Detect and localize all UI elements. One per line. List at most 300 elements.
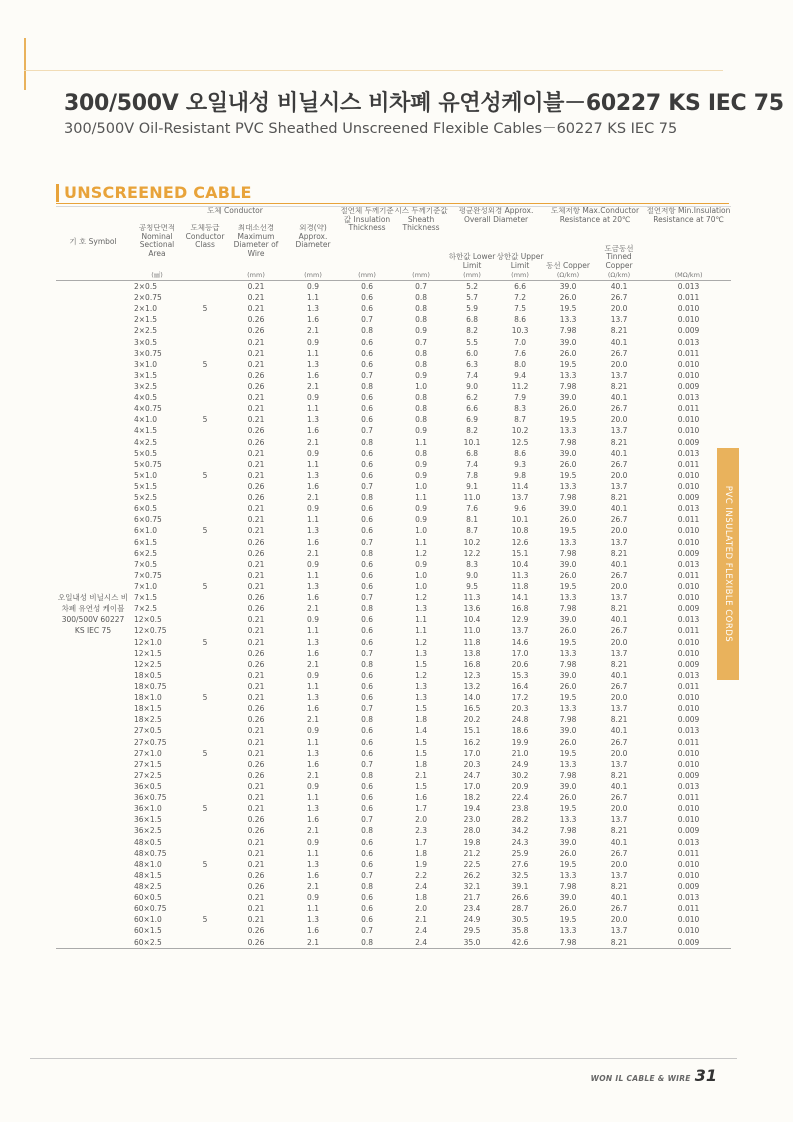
area-cell: 2×0.75 <box>134 293 162 303</box>
wire-cell: 0.21 <box>247 837 265 847</box>
class-cell <box>184 925 226 936</box>
area-cell: 48×0.5 <box>134 837 162 847</box>
wire-cell: 0.21 <box>247 337 265 347</box>
class-cell <box>184 670 226 681</box>
wire-cell: 0.21 <box>247 670 265 680</box>
insulation-cell: 0.6 <box>361 504 373 514</box>
upper-limit-cell: 15.1 <box>511 548 529 558</box>
copper-resistance-cell: 26.0 <box>559 904 577 914</box>
tinned-resistance-cell: 13.7 <box>610 870 628 880</box>
upper-limit-cell: 11.8 <box>511 582 529 591</box>
copper-resistance-cell: 13.3 <box>559 593 577 603</box>
copper-resistance-cell: 19.5 <box>559 470 577 480</box>
sheath-cell: 2.4 <box>415 926 427 936</box>
page-title-english: 300/500V Oil-Resistant PVC Sheathed Unscreened Flexible Cables－60227 KS IEC 75 <box>64 121 678 137</box>
area-cell: 5×0.75 <box>134 459 162 469</box>
insulation-cell: 0.6 <box>361 637 373 647</box>
insulation-resistance-cell: 0.010 <box>677 304 700 314</box>
class-cell <box>184 381 226 392</box>
lower-limit-cell: 6.6 <box>466 404 478 414</box>
wire-cell: 0.21 <box>247 470 265 480</box>
table-row <box>56 425 731 436</box>
area-cell: 27×2.5 <box>134 770 162 780</box>
approx-diameter-cell: 1.6 <box>307 537 319 547</box>
upper-limit-cell: 8.6 <box>514 315 526 325</box>
class-cell <box>184 281 226 293</box>
area-cell: 36×1.0 <box>134 804 162 814</box>
lower-limit-cell: 13.6 <box>463 604 481 614</box>
area-cell: 18×2.5 <box>134 715 162 725</box>
insulation-cell: 0.7 <box>361 926 373 936</box>
wire-cell: 0.21 <box>247 793 265 803</box>
class-cell <box>184 936 226 948</box>
area-cell: 7×1.5 <box>134 593 157 603</box>
insulation-cell: 0.6 <box>361 781 373 791</box>
table-row <box>56 881 731 892</box>
lower-limit-cell: 6.9 <box>466 415 478 425</box>
insulation-resistance-cell: 0.010 <box>677 815 700 825</box>
insulation-resistance-cell: 0.011 <box>677 348 700 358</box>
lower-limit-cell: 9.0 <box>466 570 478 580</box>
wire-cell: 0.26 <box>247 870 265 880</box>
approx-diameter-cell: 0.9 <box>307 504 319 514</box>
area-cell: 5×1.0 <box>134 470 157 480</box>
sheath-cell: 1.4 <box>415 726 427 736</box>
sheath-cell: 1.5 <box>415 704 427 714</box>
insulation-resistance-cell: 0.010 <box>677 759 700 769</box>
copper-resistance-cell: 13.3 <box>559 870 577 880</box>
approx-diameter-cell: 0.9 <box>307 893 319 903</box>
sheath-cell: 0.9 <box>415 559 427 569</box>
table-row <box>56 437 731 448</box>
insulation-resistance-cell: 0.013 <box>677 615 700 625</box>
insulation-resistance-cell: 0.011 <box>677 459 700 469</box>
sheath-cell: 1.8 <box>415 759 427 769</box>
area-cell: 7×2.5 <box>134 604 157 614</box>
insulation-cell: 0.6 <box>361 293 373 303</box>
upper-limit-cell: 32.5 <box>511 870 529 880</box>
upper-limit-cell: 19.9 <box>511 737 529 747</box>
header-tinned-copper: 도금동선 Tinned Copper <box>604 243 634 270</box>
class-cell <box>184 592 226 603</box>
tinned-resistance-cell: 40.1 <box>610 781 628 791</box>
upper-limit-cell: 24.8 <box>511 715 529 725</box>
upper-limit-cell: 9.8 <box>514 470 526 480</box>
area-cell: 60×1.0 <box>134 915 162 925</box>
table-row <box>56 614 731 625</box>
upper-limit-cell: 10.3 <box>511 326 529 336</box>
table-row <box>56 859 731 870</box>
table-row <box>56 414 731 425</box>
class-cell <box>184 603 226 614</box>
copper-resistance-cell: 26.0 <box>559 404 577 414</box>
upper-limit-cell: 12.6 <box>511 537 529 547</box>
top-accent-bar <box>24 38 26 90</box>
area-cell: 36×1.5 <box>134 815 162 825</box>
copper-resistance-cell: 7.98 <box>559 437 577 447</box>
class-cell <box>184 325 226 336</box>
approx-diameter-cell: 0.9 <box>307 337 319 347</box>
wire-cell: 0.21 <box>247 893 265 903</box>
copper-resistance-cell: 39.0 <box>559 504 577 514</box>
area-cell: 6×1.0 <box>134 526 157 536</box>
copper-resistance-cell: 19.5 <box>559 748 577 758</box>
sheath-cell: 0.9 <box>415 426 427 436</box>
lower-limit-cell: 8.2 <box>466 326 478 336</box>
tinned-resistance-cell: 40.1 <box>610 726 628 736</box>
approx-diameter-cell: 1.6 <box>307 648 319 658</box>
lower-limit-cell: 5.2 <box>466 282 478 292</box>
tinned-resistance-cell: 8.21 <box>610 382 628 392</box>
insulation-cell: 0.6 <box>361 337 373 347</box>
copper-resistance-cell: 13.3 <box>559 648 577 658</box>
wire-cell: 0.21 <box>247 915 265 925</box>
wire-cell: 0.21 <box>247 848 265 858</box>
upper-limit-cell: 39.1 <box>511 881 529 891</box>
class-cell <box>184 892 226 903</box>
copper-resistance-cell: 7.98 <box>559 493 577 503</box>
approx-diameter-cell: 1.6 <box>307 926 319 936</box>
table-row <box>56 492 731 503</box>
sheath-cell: 2.1 <box>415 915 427 925</box>
upper-limit-cell: 14.1 <box>511 593 529 603</box>
lower-limit-cell: 10.4 <box>463 615 481 625</box>
approx-diameter-cell: 1.6 <box>307 815 319 825</box>
approx-diameter-cell: 1.6 <box>307 315 319 325</box>
class-cell <box>184 714 226 725</box>
table-row <box>56 592 731 603</box>
tinned-resistance-cell: 8.21 <box>610 326 628 336</box>
class-cell <box>184 514 226 525</box>
insulation-cell: 0.8 <box>361 715 373 725</box>
header-area: 공칭단면적 Nominal Sectional Area <box>138 224 176 258</box>
insulation-resistance-cell: 0.010 <box>677 648 700 658</box>
table-row <box>56 303 731 314</box>
copper-resistance-cell: 7.98 <box>544 936 592 948</box>
tinned-resistance-cell: 8.21 <box>610 770 628 780</box>
area-cell: 27×0.75 <box>134 737 167 747</box>
upper-limit-cell: 30.2 <box>511 770 529 780</box>
area-cell: 2×1.5 <box>134 315 157 325</box>
area-cell: 5×0.5 <box>134 448 157 458</box>
approx-diameter-cell: 1.3 <box>307 359 319 369</box>
copper-resistance-cell: 13.3 <box>559 704 577 714</box>
tinned-resistance-cell: 26.7 <box>610 570 628 580</box>
copper-resistance-cell: 13.3 <box>559 759 577 769</box>
approx-diameter-cell: 0.9 <box>307 448 319 458</box>
insulation-cell: 0.6 <box>361 804 373 814</box>
sheath-cell: 1.1 <box>415 626 427 636</box>
table-row <box>56 392 731 403</box>
wire-cell: 0.21 <box>247 781 265 791</box>
area-cell: 60×2.5 <box>130 936 184 948</box>
approx-diameter-cell: 1.1 <box>307 737 319 747</box>
upper-limit-cell: 9.3 <box>514 459 526 469</box>
approx-diameter-cell: 0.9 <box>307 615 319 625</box>
tinned-resistance-cell: 20.0 <box>610 804 628 814</box>
tinned-resistance-cell: 13.7 <box>610 315 628 325</box>
approx-diameter-cell: 1.3 <box>307 748 319 758</box>
copper-resistance-cell: 13.3 <box>559 926 577 936</box>
area-cell: 48×1.5 <box>134 870 162 880</box>
copper-resistance-cell: 19.5 <box>559 359 577 369</box>
wire-cell: 0.26 <box>247 382 265 392</box>
table-row <box>56 892 731 903</box>
copper-resistance-cell: 39.0 <box>559 670 577 680</box>
table-row <box>56 325 731 336</box>
insulation-cell: 0.6 <box>361 748 373 758</box>
area-cell: 3×0.75 <box>134 348 162 358</box>
area-cell: 48×2.5 <box>134 881 162 891</box>
header-upper-limit: 상한값 Upper Limit <box>496 252 544 270</box>
wire-cell: 0.26 <box>247 493 265 503</box>
approx-diameter-cell: 1.1 <box>307 626 319 636</box>
approx-diameter-cell: 0.9 <box>307 393 319 403</box>
header-conductor-group: 도체 Conductor <box>207 206 263 215</box>
upper-limit-cell: 17.0 <box>511 648 529 658</box>
approx-diameter-cell: 1.1 <box>307 293 319 303</box>
sheath-cell: 0.8 <box>415 348 427 358</box>
upper-limit-cell: 13.7 <box>511 493 529 503</box>
tinned-resistance-cell: 13.7 <box>610 593 628 603</box>
upper-limit-cell: 34.2 <box>511 826 529 836</box>
copper-resistance-cell: 7.98 <box>559 770 577 780</box>
header-copper: 동선 Copper <box>546 260 590 270</box>
class-cell <box>184 503 226 514</box>
upper-limit-cell: 14.6 <box>511 637 529 647</box>
approx-diameter-cell: 1.3 <box>307 470 319 480</box>
unit-wire: (mm) <box>226 270 286 281</box>
copper-resistance-cell: 39.0 <box>559 337 577 347</box>
copper-resistance-cell: 39.0 <box>559 282 577 292</box>
wire-cell: 0.26 <box>247 759 265 769</box>
insulation-resistance-cell: 0.009 <box>677 548 700 558</box>
sheath-cell: 2.0 <box>415 815 427 825</box>
insulation-resistance-cell: 0.011 <box>677 793 700 803</box>
copper-resistance-cell: 39.0 <box>559 393 577 403</box>
table-row <box>56 514 731 525</box>
insulation-resistance-cell: 0.010 <box>677 804 700 814</box>
area-cell: 7×1.0 <box>134 582 157 591</box>
tinned-resistance-cell: 40.1 <box>610 337 628 347</box>
approx-diameter-cell: 1.6 <box>307 870 319 880</box>
copper-resistance-cell: 19.5 <box>559 415 577 425</box>
tinned-resistance-cell: 40.1 <box>610 393 628 403</box>
approx-diameter-cell: 1.1 <box>307 848 319 858</box>
table-row <box>56 836 731 847</box>
wire-cell: 0.26 <box>247 482 265 492</box>
table-row <box>56 903 731 914</box>
insulation-resistance-cell: 0.011 <box>677 737 700 747</box>
approx-diameter-cell: 2.1 <box>307 437 319 447</box>
upper-limit-cell: 20.3 <box>511 704 529 714</box>
lower-limit-cell: 10.1 <box>463 437 481 447</box>
copper-resistance-cell: 7.98 <box>559 604 577 614</box>
wire-cell: 0.26 <box>247 315 265 325</box>
approx-diameter-cell: 1.3 <box>307 859 319 869</box>
sheath-cell: 0.9 <box>415 370 427 380</box>
table-row <box>56 692 731 703</box>
lower-limit-cell: 8.1 <box>466 515 478 525</box>
sheath-cell: 0.8 <box>415 448 427 458</box>
lower-limit-cell: 17.0 <box>463 781 481 791</box>
wire-cell: 0.21 <box>247 859 265 869</box>
approx-diameter-cell: 0.9 <box>307 670 319 680</box>
tinned-resistance-cell: 8.21 <box>610 659 628 669</box>
wire-cell: 0.21 <box>247 615 265 625</box>
approx-diameter-cell: 0.9 <box>307 726 319 736</box>
sheath-cell: 1.7 <box>415 804 427 814</box>
insulation-cell: 0.7 <box>361 815 373 825</box>
table-row <box>56 625 731 636</box>
unit-copper: (Ω/km) <box>544 270 592 281</box>
upper-limit-cell: 25.9 <box>511 848 529 858</box>
table-row <box>56 448 731 459</box>
copper-resistance-cell: 13.3 <box>559 815 577 825</box>
lower-limit-cell: 23.4 <box>463 904 481 914</box>
wire-cell: 0.21 <box>247 404 265 414</box>
upper-limit-cell: 26.6 <box>511 893 529 903</box>
tinned-resistance-cell: 40.1 <box>610 282 628 292</box>
insulation-cell: 0.8 <box>361 437 373 447</box>
insulation-cell: 0.7 <box>361 648 373 658</box>
unit-sheath: (mm) <box>394 270 448 281</box>
class-cell <box>184 814 226 825</box>
sheath-cell: 2.2 <box>415 870 427 880</box>
insulation-cell: 0.6 <box>361 404 373 414</box>
header-symbol: 기 호 Symbol <box>69 237 117 247</box>
table-row <box>56 936 731 948</box>
class-cell: 5 <box>202 582 208 591</box>
wire-cell: 0.21 <box>247 348 265 358</box>
insulation-cell: 0.6 <box>361 393 373 403</box>
class-cell: 5 <box>202 359 208 369</box>
tinned-resistance-cell: 26.7 <box>610 681 628 691</box>
sheath-cell: 1.0 <box>415 382 427 392</box>
tinned-resistance-cell: 26.7 <box>610 348 628 358</box>
upper-limit-cell: 30.5 <box>511 915 529 925</box>
sheath-cell: 1.1 <box>415 493 427 503</box>
area-cell: 7×0.5 <box>134 559 157 569</box>
lower-limit-cell: 16.2 <box>463 737 481 747</box>
tinned-resistance-cell: 8.21 <box>610 548 628 558</box>
upper-limit-cell: 28.7 <box>511 904 529 914</box>
lower-limit-cell: 29.5 <box>463 926 481 936</box>
area-cell: 27×1.0 <box>134 748 162 758</box>
approx-diameter-cell: 1.6 <box>307 482 319 492</box>
approx-diameter-cell: 1.1 <box>307 348 319 358</box>
tinned-resistance-cell: 20.0 <box>610 359 628 369</box>
lower-limit-cell: 7.6 <box>466 504 478 514</box>
insulation-cell: 0.6 <box>361 693 373 703</box>
approx-diameter-cell: 2.1 <box>307 548 319 558</box>
wire-cell: 0.26 <box>247 881 265 891</box>
upper-limit-cell: 7.9 <box>514 393 526 403</box>
table-row <box>56 825 731 836</box>
lower-limit-cell: 19.8 <box>463 837 481 847</box>
area-cell: 7×0.75 <box>134 570 162 580</box>
wire-cell: 0.21 <box>247 559 265 569</box>
area-cell: 3×1.5 <box>134 370 157 380</box>
insulation-resistance-cell: 0.013 <box>677 726 700 736</box>
insulation-resistance-cell: 0.009 <box>677 770 700 780</box>
sheath-cell: 0.9 <box>415 515 427 525</box>
class-cell: 5 <box>202 915 208 925</box>
area-cell: 18×0.5 <box>134 670 162 680</box>
insulation-cell: 0.8 <box>361 548 373 558</box>
unit-upper: (mm) <box>496 270 544 281</box>
class-cell <box>184 348 226 359</box>
area-cell: 27×1.5 <box>134 759 162 769</box>
upper-limit-cell: 16.8 <box>511 604 529 614</box>
tinned-resistance-cell: 13.7 <box>610 759 628 769</box>
class-cell <box>184 781 226 792</box>
lower-limit-cell: 15.1 <box>463 726 481 736</box>
insulation-cell: 0.6 <box>361 915 373 925</box>
sheath-cell: 1.3 <box>415 693 427 703</box>
area-cell: 36×0.5 <box>134 781 162 791</box>
insulation-cell: 0.8 <box>361 326 373 336</box>
area-cell: 3×1.0 <box>134 359 157 369</box>
insulation-cell: 0.8 <box>361 770 373 780</box>
lower-limit-cell: 5.9 <box>466 304 478 314</box>
lower-limit-cell: 32.1 <box>463 881 481 891</box>
upper-limit-cell: 9.4 <box>514 370 526 380</box>
approx-diameter-cell: 1.6 <box>307 593 319 603</box>
area-cell: 12×1.0 <box>134 637 162 647</box>
area-cell: 48×1.0 <box>134 859 162 869</box>
sheath-cell: 0.9 <box>415 470 427 480</box>
approx-diameter-cell: 1.1 <box>307 681 319 691</box>
table-row <box>56 603 731 614</box>
tinned-resistance-cell: 20.0 <box>610 693 628 703</box>
area-cell: 12×0.5 <box>134 615 162 625</box>
class-cell <box>184 392 226 403</box>
tinned-resistance-cell: 13.7 <box>610 704 628 714</box>
area-cell: 4×2.5 <box>134 437 157 447</box>
sheath-cell: 2.4 <box>394 936 448 948</box>
approx-diameter-cell: 1.1 <box>307 404 319 414</box>
unit-tinned: (Ω/km) <box>592 270 646 281</box>
insulation-cell: 0.7 <box>361 315 373 325</box>
tinned-resistance-cell: 8.21 <box>610 826 628 836</box>
insulation-resistance-cell: 0.013 <box>677 837 700 847</box>
tinned-resistance-cell: 20.0 <box>610 526 628 536</box>
class-cell <box>184 492 226 503</box>
insulation-cell: 0.6 <box>361 348 373 358</box>
copper-resistance-cell: 19.5 <box>559 859 577 869</box>
approx-diameter-cell: 1.1 <box>307 793 319 803</box>
unit-lower: (mm) <box>448 270 496 281</box>
class-cell <box>184 792 226 803</box>
tinned-resistance-cell: 20.0 <box>610 415 628 425</box>
wire-cell: 0.21 <box>247 459 265 469</box>
approx-diameter-cell: 2.1 <box>307 715 319 725</box>
lower-limit-cell: 20.3 <box>463 759 481 769</box>
wire-cell: 0.21 <box>247 904 265 914</box>
copper-resistance-cell: 19.5 <box>559 637 577 647</box>
header-wire-diameter: 최대소선경 Maximum Diameter of Wire <box>233 224 279 258</box>
sheath-cell: 1.1 <box>415 437 427 447</box>
approx-diameter-cell: 1.1 <box>307 904 319 914</box>
wire-cell: 0.26 <box>247 370 265 380</box>
tinned-resistance-cell: 26.7 <box>610 515 628 525</box>
tinned-resistance-cell: 40.1 <box>610 615 628 625</box>
wire-cell: 0.21 <box>247 359 265 369</box>
upper-limit-cell: 24.9 <box>511 759 529 769</box>
class-cell <box>184 337 226 348</box>
sheath-cell: 2.4 <box>415 881 427 891</box>
